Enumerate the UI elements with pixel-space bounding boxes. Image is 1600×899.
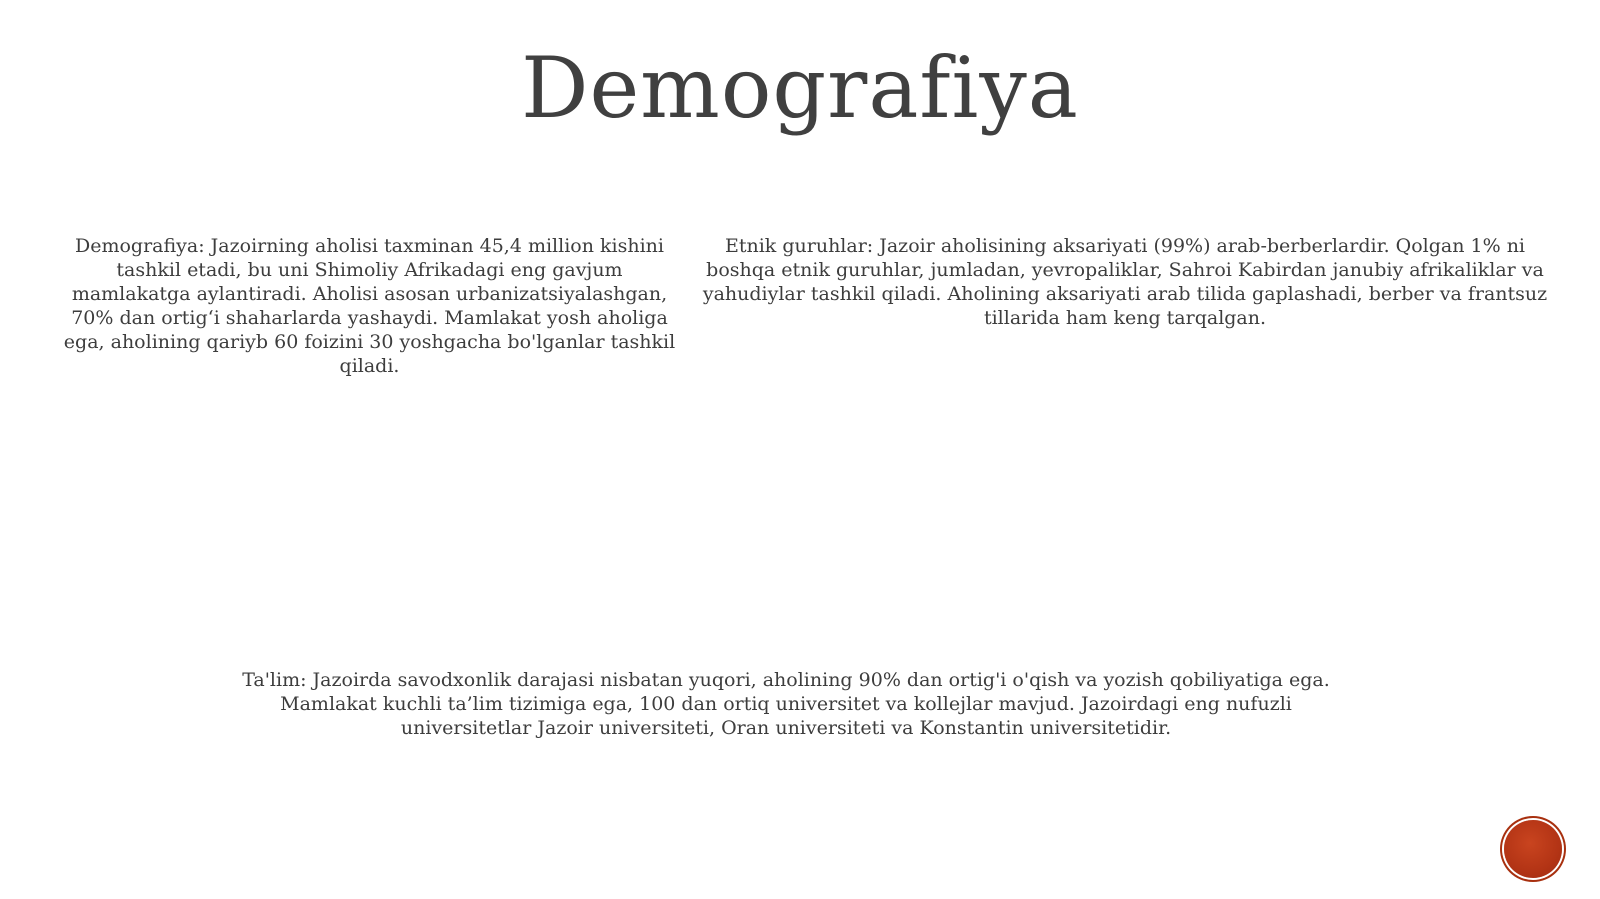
ethnic-groups-text: Etnik guruhlar: Jazoir aholisining aksariyati (99%) arab-berberlardir. Qolgan 1% ni boshqa etnik guruhlar, jumladan, yevropaliklar, Sahroi Kabirdan janubiy afrikaliklar va yahudiylar tashkil qiladi. Aholining aksariyati arab tilida gaplashadi, berber va frantsuz tillarida ham keng tarqalgan. [702,235,1548,329]
next-slide-button[interactable] [1504,820,1562,878]
slide-title: Demografiya [521,39,1079,137]
demography-text: Demografiya: Jazoirning aholisi taxminan 45,4 million kishini tashkil etadi, bu uni Shimoliy Afrikadagi eng gavjum mamlakatga aylantiradi. Aholisi asosan urbanizatsiyalashgan, 70% dan ortig‘i shaharlarda yashaydi. Mamlakat yosh aholiga ega, aholining qariyb 60 foizini 30 yoshgacha bo'lganlar tashkil qiladi. [63,235,676,377]
education-text: Ta'lim: Jazoirda savodxonlik darajasi nisbatan yuqori, aholining 90% dan ortig'i o'qish va yozish qobiliyatiga ega. Mamlakat kuchli ta’lim tizimiga ega, 100 dan ortiq universitet va kollejlar mavjud. Jazoirdagi eng nufuzli universitetlar Jazoir universiteti, Oran universiteti va Konstantin universitetidir. [242,669,1330,739]
